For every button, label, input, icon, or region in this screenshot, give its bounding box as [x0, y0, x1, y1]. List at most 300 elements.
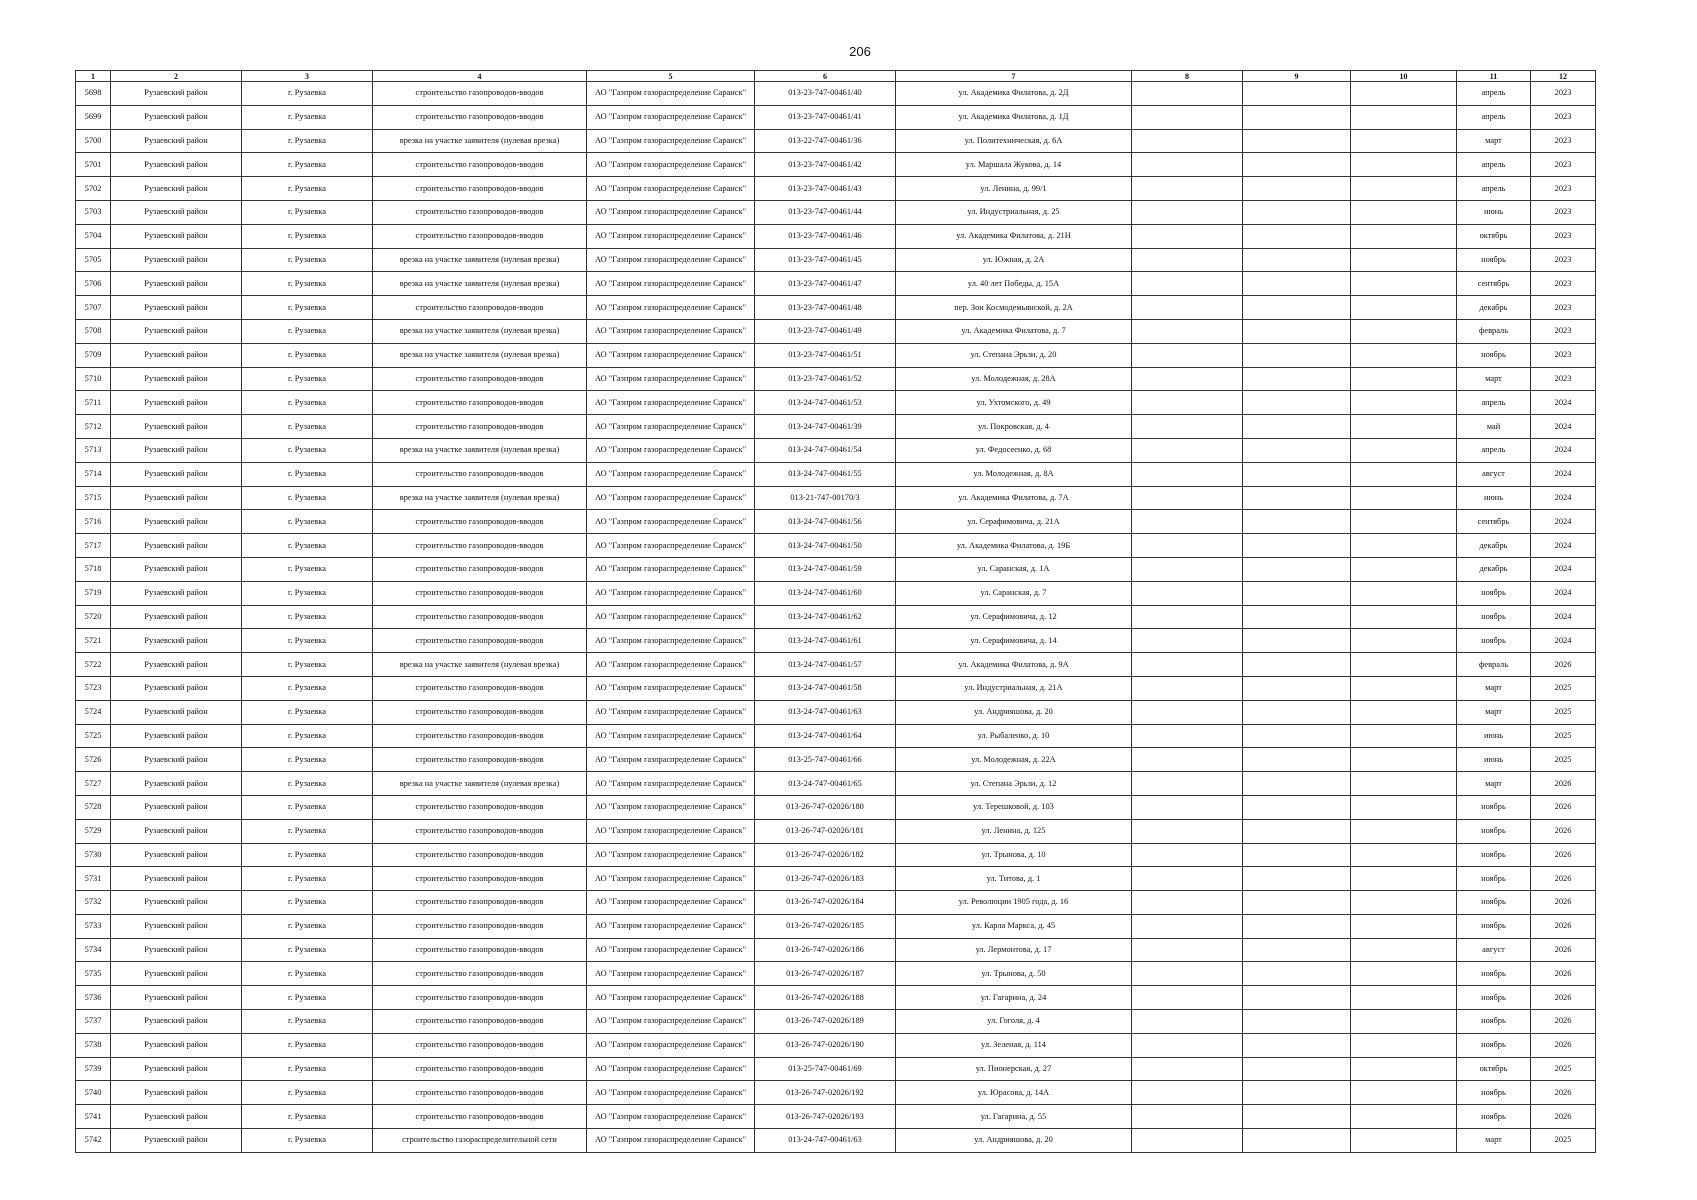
year-cell: 2025 — [1531, 700, 1596, 724]
district-cell: Рузаевский район — [111, 724, 242, 748]
address-cell: ул. Саранская, д. 1А — [896, 557, 1132, 581]
column-9-cell — [1243, 772, 1351, 796]
month-cell: август — [1457, 938, 1531, 962]
district-cell: Рузаевский район — [111, 772, 242, 796]
column-9-cell — [1243, 962, 1351, 986]
column-9-cell — [1243, 367, 1351, 391]
address-cell: ул. Титова, д. 1 — [896, 867, 1132, 891]
address-cell: ул. Молодежная, д. 8А — [896, 462, 1132, 486]
year-cell: 2024 — [1531, 391, 1596, 415]
table-row — [76, 629, 1596, 653]
column-9-cell — [1243, 129, 1351, 153]
table-row — [76, 177, 1596, 201]
month-cell: март — [1457, 772, 1531, 796]
organization-cell: АО "Газпром газораспределение Саранск" — [587, 700, 755, 724]
month-cell: сентябрь — [1457, 272, 1531, 296]
work-type-cell: строительство газопроводов-вводов — [373, 1081, 587, 1105]
district-cell: Рузаевский район — [111, 153, 242, 177]
month-cell: апрель — [1457, 153, 1531, 177]
row-number-cell: 5700 — [76, 129, 111, 153]
address-cell: ул. 40 лет Победы, д. 15А — [896, 272, 1132, 296]
column-9-cell — [1243, 986, 1351, 1010]
column-9-cell — [1243, 605, 1351, 629]
city-cell: г. Рузаевка — [242, 653, 373, 677]
code-cell: 013-26-747-02026/184 — [755, 891, 896, 915]
code-cell: 013-24-747-00461/56 — [755, 510, 896, 534]
year-cell: 2025 — [1531, 724, 1596, 748]
city-cell: г. Рузаевка — [242, 82, 373, 106]
column-10-cell — [1351, 224, 1457, 248]
table-row — [76, 843, 1596, 867]
column-8-cell — [1132, 819, 1243, 843]
column-10-cell — [1351, 415, 1457, 439]
table-row — [76, 1129, 1596, 1153]
column-10-cell — [1351, 772, 1457, 796]
work-type-cell: строительство газопроводов-вводов — [373, 581, 587, 605]
work-type-cell: строительство газопроводов-вводов — [373, 296, 587, 320]
city-cell: г. Рузаевка — [242, 914, 373, 938]
column-10-cell — [1351, 272, 1457, 296]
district-cell: Рузаевский район — [111, 296, 242, 320]
address-cell: ул. Академика Филатова, д. 21Н — [896, 224, 1132, 248]
city-cell: г. Рузаевка — [242, 438, 373, 462]
organization-cell: АО "Газпром газораспределение Саранск" — [587, 891, 755, 915]
district-cell: Рузаевский район — [111, 105, 242, 129]
address-cell: ул. Пионерская, д. 27 — [896, 1057, 1132, 1081]
address-cell: ул. Индустриальная, д. 25 — [896, 200, 1132, 224]
row-number-cell: 5732 — [76, 891, 111, 915]
column-header: 4 — [373, 71, 587, 82]
month-cell: март — [1457, 676, 1531, 700]
work-type-cell: строительство газопроводов-вводов — [373, 605, 587, 629]
city-cell: г. Рузаевка — [242, 1010, 373, 1034]
year-cell: 2023 — [1531, 82, 1596, 106]
work-type-cell: строительство газопроводов-вводов — [373, 867, 587, 891]
column-8-cell — [1132, 177, 1243, 201]
table-row — [76, 510, 1596, 534]
column-8-cell — [1132, 605, 1243, 629]
table-row — [76, 367, 1596, 391]
year-cell: 2024 — [1531, 557, 1596, 581]
organization-cell: АО "Газпром газораспределение Саранск" — [587, 986, 755, 1010]
city-cell: г. Рузаевка — [242, 962, 373, 986]
table-row — [76, 1105, 1596, 1129]
column-8-cell — [1132, 415, 1243, 439]
year-cell: 2026 — [1531, 1105, 1596, 1129]
column-9-cell — [1243, 82, 1351, 106]
code-cell: 013-24-747-00461/50 — [755, 534, 896, 558]
row-number-cell: 5699 — [76, 105, 111, 129]
code-cell: 013-24-747-00461/61 — [755, 629, 896, 653]
row-number-cell: 5708 — [76, 319, 111, 343]
city-cell: г. Рузаевка — [242, 319, 373, 343]
city-cell: г. Рузаевка — [242, 177, 373, 201]
column-header: 8 — [1132, 71, 1243, 82]
organization-cell: АО "Газпром газораспределение Саранск" — [587, 224, 755, 248]
district-cell: Рузаевский район — [111, 962, 242, 986]
column-header: 1 — [76, 71, 111, 82]
district-cell: Рузаевский район — [111, 82, 242, 106]
table-row — [76, 581, 1596, 605]
organization-cell: АО "Газпром газораспределение Саранск" — [587, 200, 755, 224]
table-row — [76, 676, 1596, 700]
district-cell: Рузаевский район — [111, 653, 242, 677]
table-row — [76, 319, 1596, 343]
row-number-cell: 5741 — [76, 1105, 111, 1129]
column-8-cell — [1132, 843, 1243, 867]
row-number-cell: 5702 — [76, 177, 111, 201]
city-cell: г. Рузаевка — [242, 819, 373, 843]
month-cell: октябрь — [1457, 224, 1531, 248]
column-10-cell — [1351, 1129, 1457, 1153]
code-cell: 013-26-747-02026/183 — [755, 867, 896, 891]
row-number-cell: 5714 — [76, 462, 111, 486]
column-10-cell — [1351, 1010, 1457, 1034]
column-9-cell — [1243, 153, 1351, 177]
column-8-cell — [1132, 534, 1243, 558]
work-type-cell: врезка на участке заявителя (нулевая врезка) — [373, 438, 587, 462]
city-cell: г. Рузаевка — [242, 748, 373, 772]
code-cell: 013-26-747-02026/180 — [755, 795, 896, 819]
table-row — [76, 105, 1596, 129]
address-cell: ул. Терешковой, д. 103 — [896, 795, 1132, 819]
row-number-cell: 5712 — [76, 415, 111, 439]
district-cell: Рузаевский район — [111, 391, 242, 415]
year-cell: 2023 — [1531, 153, 1596, 177]
district-cell: Рузаевский район — [111, 557, 242, 581]
city-cell: г. Рузаевка — [242, 772, 373, 796]
address-cell: ул. Академика Филатова, д. 9А — [896, 653, 1132, 677]
year-cell: 2024 — [1531, 486, 1596, 510]
district-cell: Рузаевский район — [111, 510, 242, 534]
city-cell: г. Рузаевка — [242, 605, 373, 629]
column-9-cell — [1243, 1129, 1351, 1153]
row-number-cell: 5717 — [76, 534, 111, 558]
city-cell: г. Рузаевка — [242, 153, 373, 177]
city-cell: г. Рузаевка — [242, 891, 373, 915]
page-number: 206 — [849, 44, 871, 59]
work-type-cell: строительство газопроводов-вводов — [373, 1057, 587, 1081]
table-row — [76, 486, 1596, 510]
code-cell: 013-24-747-00461/59 — [755, 557, 896, 581]
month-cell: июнь — [1457, 486, 1531, 510]
city-cell: г. Рузаевка — [242, 129, 373, 153]
year-cell: 2025 — [1531, 748, 1596, 772]
code-cell: 013-26-747-02026/181 — [755, 819, 896, 843]
code-cell: 013-23-747-00461/51 — [755, 343, 896, 367]
column-header: 7 — [896, 71, 1132, 82]
column-8-cell — [1132, 319, 1243, 343]
column-10-cell — [1351, 629, 1457, 653]
month-cell: ноябрь — [1457, 843, 1531, 867]
row-number-cell: 5716 — [76, 510, 111, 534]
month-cell: апрель — [1457, 438, 1531, 462]
organization-cell: АО "Газпром газораспределение Саранск" — [587, 415, 755, 439]
code-cell: 013-24-747-00461/63 — [755, 1129, 896, 1153]
work-type-cell: строительство газопроводов-вводов — [373, 391, 587, 415]
work-type-cell: строительство газопроводов-вводов — [373, 534, 587, 558]
code-cell: 013-23-747-00461/44 — [755, 200, 896, 224]
column-9-cell — [1243, 867, 1351, 891]
month-cell: ноябрь — [1457, 581, 1531, 605]
address-cell: ул. Степана Эрьзи, д. 20 — [896, 343, 1132, 367]
month-cell: март — [1457, 367, 1531, 391]
column-8-cell — [1132, 82, 1243, 106]
month-cell: июнь — [1457, 200, 1531, 224]
code-cell: 013-24-747-00461/62 — [755, 605, 896, 629]
column-10-cell — [1351, 605, 1457, 629]
address-cell: ул. Южная, д. 2А — [896, 248, 1132, 272]
column-10-cell — [1351, 438, 1457, 462]
code-cell: 013-24-747-00461/64 — [755, 724, 896, 748]
code-cell: 013-22-747-00461/36 — [755, 129, 896, 153]
code-cell: 013-26-747-02026/189 — [755, 1010, 896, 1034]
work-type-cell: строительство газопроводов-вводов — [373, 700, 587, 724]
column-10-cell — [1351, 1081, 1457, 1105]
year-cell: 2024 — [1531, 438, 1596, 462]
month-cell: ноябрь — [1457, 914, 1531, 938]
column-8-cell — [1132, 462, 1243, 486]
city-cell: г. Рузаевка — [242, 1081, 373, 1105]
column-10-cell — [1351, 1033, 1457, 1057]
city-cell: г. Рузаевка — [242, 843, 373, 867]
year-cell: 2024 — [1531, 605, 1596, 629]
year-cell: 2023 — [1531, 105, 1596, 129]
column-9-cell — [1243, 700, 1351, 724]
column-8-cell — [1132, 962, 1243, 986]
code-cell: 013-26-747-02026/190 — [755, 1033, 896, 1057]
row-number-cell: 5703 — [76, 200, 111, 224]
column-header: 3 — [242, 71, 373, 82]
column-9-cell — [1243, 319, 1351, 343]
table-row — [76, 653, 1596, 677]
organization-cell: АО "Газпром газораспределение Саранск" — [587, 296, 755, 320]
city-cell: г. Рузаевка — [242, 1057, 373, 1081]
code-cell: 013-24-747-00461/53 — [755, 391, 896, 415]
column-10-cell — [1351, 129, 1457, 153]
column-8-cell — [1132, 700, 1243, 724]
city-cell: г. Рузаевка — [242, 105, 373, 129]
row-number-cell: 5727 — [76, 772, 111, 796]
organization-cell: АО "Газпром газораспределение Саранск" — [587, 1105, 755, 1129]
column-8-cell — [1132, 343, 1243, 367]
row-number-cell: 5721 — [76, 629, 111, 653]
address-cell: ул. Рыбаленко, д. 10 — [896, 724, 1132, 748]
address-cell: ул. Серафимовича, д. 12 — [896, 605, 1132, 629]
table-row — [76, 534, 1596, 558]
address-cell: ул. Академика Филатова, д. 7А — [896, 486, 1132, 510]
column-10-cell — [1351, 938, 1457, 962]
organization-cell: АО "Газпром газораспределение Саранск" — [587, 391, 755, 415]
row-number-cell: 5710 — [76, 367, 111, 391]
table-row — [76, 415, 1596, 439]
city-cell: г. Рузаевка — [242, 462, 373, 486]
address-cell: ул. Покровская, д. 4 — [896, 415, 1132, 439]
year-cell: 2026 — [1531, 843, 1596, 867]
work-type-cell: строительство газопроводов-вводов — [373, 819, 587, 843]
work-type-cell: строительство газопроводов-вводов — [373, 1105, 587, 1129]
column-10-cell — [1351, 653, 1457, 677]
organization-cell: АО "Газпром газораспределение Саранск" — [587, 1010, 755, 1034]
column-10-cell — [1351, 534, 1457, 558]
year-cell: 2026 — [1531, 772, 1596, 796]
column-9-cell — [1243, 272, 1351, 296]
city-cell: г. Рузаевка — [242, 557, 373, 581]
table-row — [76, 914, 1596, 938]
column-8-cell — [1132, 724, 1243, 748]
organization-cell: АО "Газпром газораспределение Саранск" — [587, 795, 755, 819]
city-cell: г. Рузаевка — [242, 200, 373, 224]
column-header: 11 — [1457, 71, 1531, 82]
organization-cell: АО "Газпром газораспределение Саранск" — [587, 748, 755, 772]
code-cell: 013-23-747-00461/45 — [755, 248, 896, 272]
city-cell: г. Рузаевка — [242, 986, 373, 1010]
organization-cell: АО "Газпром газораспределение Саранск" — [587, 438, 755, 462]
code-cell: 013-25-747-00461/69 — [755, 1057, 896, 1081]
table-row — [76, 224, 1596, 248]
year-cell: 2026 — [1531, 819, 1596, 843]
year-cell: 2023 — [1531, 343, 1596, 367]
district-cell: Рузаевский район — [111, 1081, 242, 1105]
year-cell: 2024 — [1531, 629, 1596, 653]
organization-cell: АО "Газпром газораспределение Саранск" — [587, 129, 755, 153]
work-type-cell: строительство газопроводов-вводов — [373, 629, 587, 653]
month-cell: ноябрь — [1457, 867, 1531, 891]
work-type-cell: врезка на участке заявителя (нулевая врезка) — [373, 319, 587, 343]
header-row — [76, 71, 1596, 82]
row-number-cell: 5720 — [76, 605, 111, 629]
work-type-cell: строительство газораспределительной сети — [373, 1129, 587, 1153]
organization-cell: АО "Газпром газораспределение Саранск" — [587, 367, 755, 391]
table-row — [76, 700, 1596, 724]
column-8-cell — [1132, 224, 1243, 248]
organization-cell: АО "Газпром газораспределение Саранск" — [587, 605, 755, 629]
address-cell: ул. Ленина, д. 99/1 — [896, 177, 1132, 201]
column-10-cell — [1351, 581, 1457, 605]
month-cell: апрель — [1457, 177, 1531, 201]
year-cell: 2024 — [1531, 534, 1596, 558]
address-cell: ул. Зеленая, д. 114 — [896, 1033, 1132, 1057]
year-cell: 2026 — [1531, 795, 1596, 819]
row-number-cell: 5715 — [76, 486, 111, 510]
table-row — [76, 1081, 1596, 1105]
column-header: 2 — [111, 71, 242, 82]
year-cell: 2024 — [1531, 510, 1596, 534]
year-cell: 2023 — [1531, 367, 1596, 391]
column-10-cell — [1351, 177, 1457, 201]
address-cell: ул. Академика Филатова, д. 19Б — [896, 534, 1132, 558]
row-number-cell: 5737 — [76, 1010, 111, 1034]
column-9-cell — [1243, 105, 1351, 129]
organization-cell: АО "Газпром газораспределение Саранск" — [587, 177, 755, 201]
organization-cell: АО "Газпром газораспределение Саранск" — [587, 938, 755, 962]
column-10-cell — [1351, 914, 1457, 938]
column-10-cell — [1351, 510, 1457, 534]
organization-cell: АО "Газпром газораспределение Саранск" — [587, 629, 755, 653]
work-type-cell: врезка на участке заявителя (нулевая врезка) — [373, 772, 587, 796]
work-type-cell: строительство газопроводов-вводов — [373, 891, 587, 915]
city-cell: г. Рузаевка — [242, 700, 373, 724]
row-number-cell: 5723 — [76, 676, 111, 700]
column-8-cell — [1132, 272, 1243, 296]
address-cell: ул. Саранская, д. 7 — [896, 581, 1132, 605]
column-8-cell — [1132, 129, 1243, 153]
year-cell: 2026 — [1531, 962, 1596, 986]
table-row — [76, 462, 1596, 486]
table-row — [76, 129, 1596, 153]
organization-cell: АО "Газпром газораспределение Саранск" — [587, 1129, 755, 1153]
organization-cell: АО "Газпром газораспределение Саранск" — [587, 676, 755, 700]
table-row — [76, 748, 1596, 772]
column-10-cell — [1351, 153, 1457, 177]
column-8-cell — [1132, 1033, 1243, 1057]
address-cell: ул. Ухтомского, д. 49 — [896, 391, 1132, 415]
year-cell: 2026 — [1531, 914, 1596, 938]
district-cell: Рузаевский район — [111, 177, 242, 201]
organization-cell: АО "Газпром газораспределение Саранск" — [587, 534, 755, 558]
code-cell: 013-24-747-00461/39 — [755, 415, 896, 439]
year-cell: 2024 — [1531, 462, 1596, 486]
column-9-cell — [1243, 581, 1351, 605]
month-cell: февраль — [1457, 319, 1531, 343]
row-number-cell: 5739 — [76, 1057, 111, 1081]
column-9-cell — [1243, 676, 1351, 700]
code-cell: 013-23-747-00461/43 — [755, 177, 896, 201]
month-cell: апрель — [1457, 391, 1531, 415]
column-9-cell — [1243, 1081, 1351, 1105]
address-cell: ул. Молодежная, д. 22А — [896, 748, 1132, 772]
month-cell: ноябрь — [1457, 1081, 1531, 1105]
code-cell: 013-24-747-00461/60 — [755, 581, 896, 605]
city-cell: г. Рузаевка — [242, 724, 373, 748]
district-cell: Рузаевский район — [111, 272, 242, 296]
district-cell: Рузаевский район — [111, 819, 242, 843]
year-cell: 2026 — [1531, 891, 1596, 915]
column-10-cell — [1351, 462, 1457, 486]
year-cell: 2026 — [1531, 986, 1596, 1010]
year-cell: 2023 — [1531, 224, 1596, 248]
month-cell: февраль — [1457, 653, 1531, 677]
column-10-cell — [1351, 819, 1457, 843]
table-row — [76, 724, 1596, 748]
organization-cell: АО "Газпром газораспределение Саранск" — [587, 867, 755, 891]
work-type-cell: строительство газопроводов-вводов — [373, 1010, 587, 1034]
city-cell: г. Рузаевка — [242, 1129, 373, 1153]
district-cell: Рузаевский район — [111, 224, 242, 248]
city-cell: г. Рузаевка — [242, 629, 373, 653]
month-cell: апрель — [1457, 105, 1531, 129]
work-type-cell: строительство газопроводов-вводов — [373, 153, 587, 177]
column-8-cell — [1132, 557, 1243, 581]
city-cell: г. Рузаевка — [242, 367, 373, 391]
code-cell: 013-26-747-02026/182 — [755, 843, 896, 867]
month-cell: октябрь — [1457, 1057, 1531, 1081]
row-number-cell: 5738 — [76, 1033, 111, 1057]
table-row — [76, 82, 1596, 106]
month-cell: декабрь — [1457, 557, 1531, 581]
city-cell: г. Рузаевка — [242, 224, 373, 248]
code-cell: 013-23-747-00461/48 — [755, 296, 896, 320]
district-cell: Рузаевский район — [111, 843, 242, 867]
district-cell: Рузаевский район — [111, 629, 242, 653]
city-cell: г. Рузаевка — [242, 938, 373, 962]
work-type-cell: строительство газопроводов-вводов — [373, 462, 587, 486]
row-number-cell: 5735 — [76, 962, 111, 986]
table-row — [76, 272, 1596, 296]
column-10-cell — [1351, 1057, 1457, 1081]
column-8-cell — [1132, 391, 1243, 415]
district-cell: Рузаевский район — [111, 1033, 242, 1057]
